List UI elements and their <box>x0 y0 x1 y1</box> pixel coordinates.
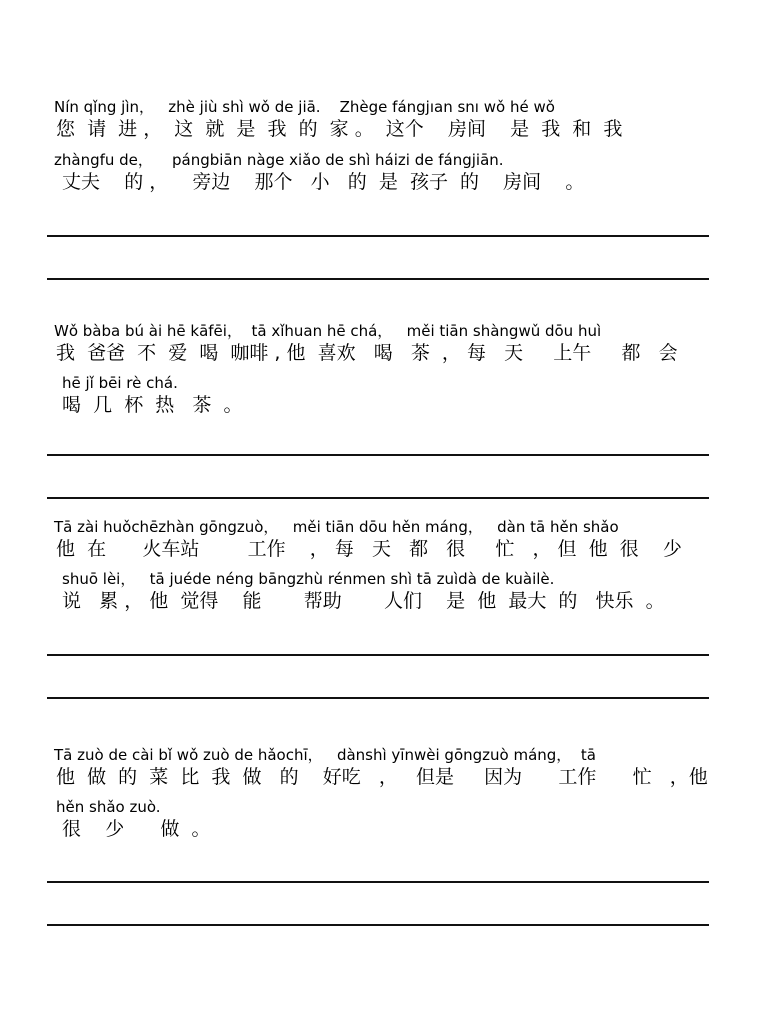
hanzi-line: 他 做 的 菜 比 我 做 的 好吃 ， 但是 因为 工作 忙 ，他 <box>56 766 708 788</box>
hanzi-line: 我 爸爸 不 爱 喝 咖啡 , 他 喜欢 喝 茶 ， 每 天 上午 都 会 <box>56 342 678 364</box>
hanzi-line: 很 少 做 。 <box>56 818 211 840</box>
writing-line[interactable] <box>47 697 709 699</box>
pinyin-line: shuō lèi， tā juéde néng bāngzhù rénmen shì tā zuìdà de kuàilè. <box>62 570 555 588</box>
pinyin-line: hěn shǎo zuò. <box>56 798 161 816</box>
writing-line[interactable] <box>47 654 709 656</box>
writing-line[interactable] <box>47 454 709 456</box>
writing-line[interactable] <box>47 278 709 280</box>
hanzi-line: 他 在 火车站 工作 ， 每 天 都 很 忙 ， 但 他 很 少 <box>56 538 682 560</box>
hanzi-line: 喝 几 杯 热 茶 。 <box>56 394 243 416</box>
pinyin-line: Wǒ bàba bú ài hē kāfēi， tā xǐhuan hē chá， měi tiān shàngwǔ dōu huì <box>54 322 602 340</box>
hanzi-line: 您 请 进 ， 这 就 是 我 的 家 。 这个 房间 是 我 和 我 <box>56 118 623 140</box>
pinyin-line: hē jǐ bēi rè chá. <box>62 374 178 392</box>
hanzi-line: 丈夫 的 ， 旁边 那个 小 的 是 孩子 的 房间 。 <box>56 171 585 193</box>
writing-line[interactable] <box>47 881 709 883</box>
writing-line[interactable] <box>47 497 709 499</box>
writing-line[interactable] <box>47 235 709 237</box>
pinyin-line: zhàngfu de， pángbiān nàge xiǎo de shì háizi de fángjiān. <box>54 151 504 169</box>
pinyin-line: Tā zuò de cài bǐ wǒ zuò de hǎochī， dànshì yīnwèi gōngzuò máng， tā <box>54 746 596 764</box>
writing-line[interactable] <box>47 924 709 926</box>
pinyin-line: Nín qǐng jìn， zhè jiù shì wǒ de jiā. Zhège fángjıan snı wǒ hé wǒ <box>54 98 555 116</box>
pinyin-line: Tā zài huǒchēzhàn gōngzuò， měi tiān dōu hěn máng， dàn tā hěn shǎo <box>54 518 619 536</box>
hanzi-line: 说 累 ， 他 觉得 能 帮助 人们 是 他 最大 的 快乐 。 <box>56 590 665 612</box>
